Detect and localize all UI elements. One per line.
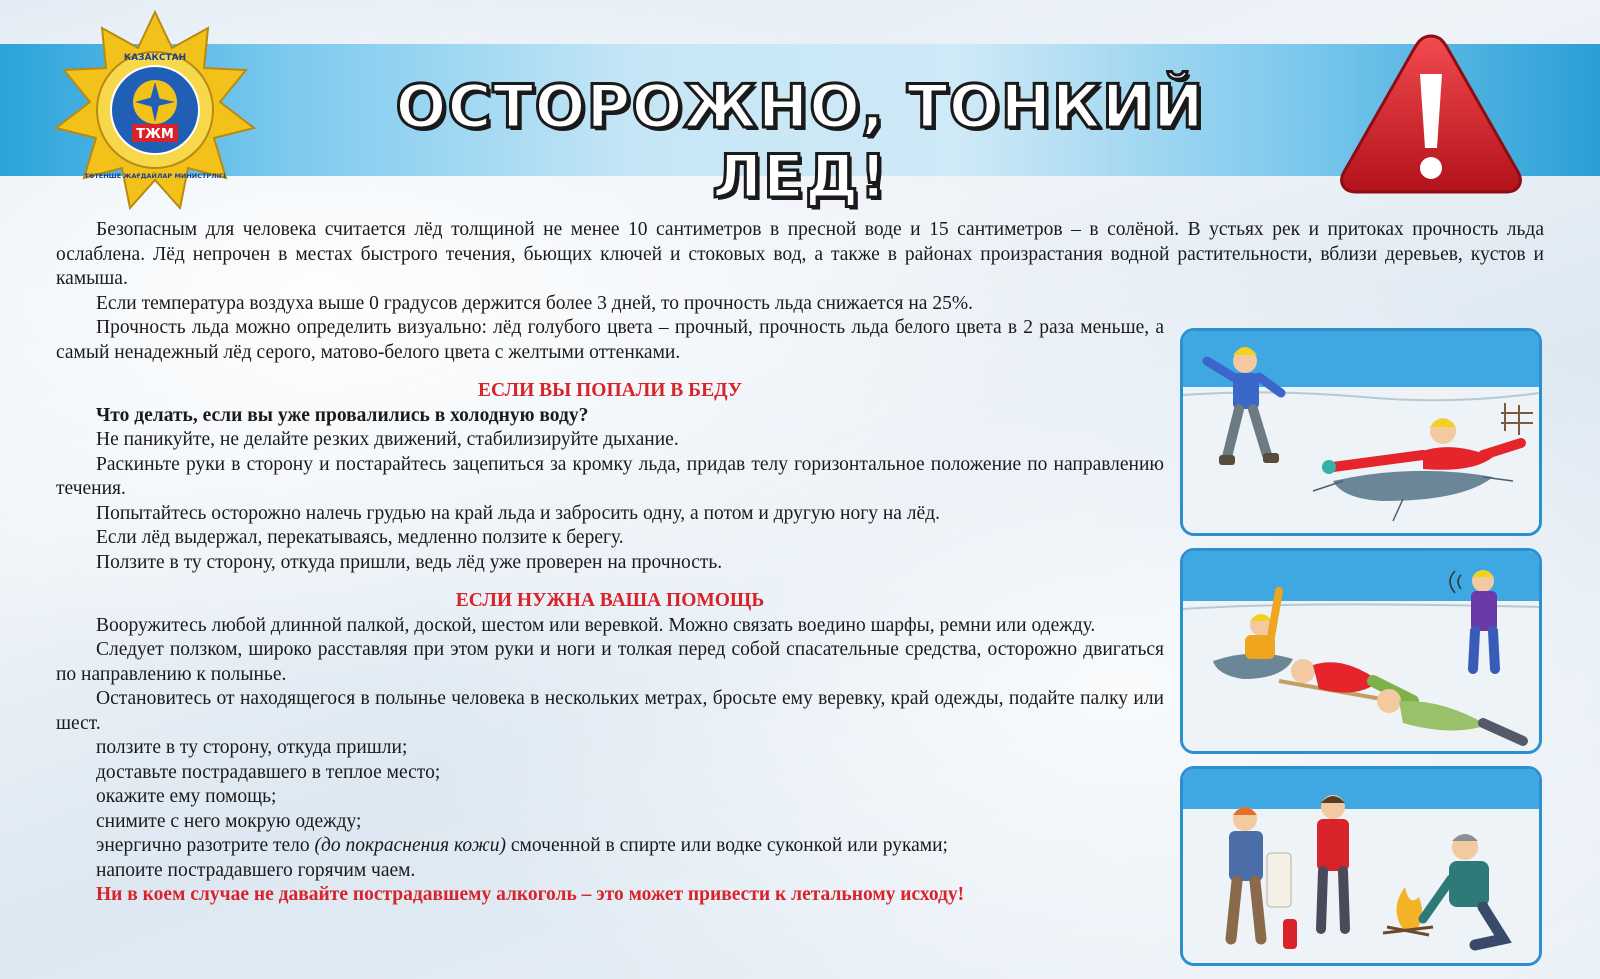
intro-paragraph-2: Если температура воздуха выше 0 градусов держится более 3 дней, то прочность льда снижается на 25%. xyxy=(96,292,973,314)
section-heading-help: ЕСЛИ НУЖНА ВАША ПОМОЩЬ xyxy=(455,590,765,611)
trouble-item: Если лёд выдержал, перекатываясь, медленно ползите к берегу. xyxy=(96,527,624,548)
help-list-item-rub xyxy=(56,834,1204,859)
help-list-item: ползите в ту сторону, откуда пришли; xyxy=(96,737,408,758)
emblem-icon xyxy=(48,10,262,210)
emblem-top-text: КАЗАКСТАН xyxy=(123,53,187,63)
section-heading-trouble: ЕСЛИ ВЫ ПОПАЛИ В БЕДУ xyxy=(477,380,743,401)
trouble-item: Не паникуйте, не делайте резких движений, стабилизируйте дыхание. xyxy=(96,429,679,450)
help-list-item: доставьте пострадавшего в теплое место; xyxy=(96,761,441,783)
page-title: ОСТОРОЖНО, ТОНКИЙ ЛЕД! xyxy=(395,72,1205,212)
help-list-item: снимите с него мокрую одежду; xyxy=(96,810,362,832)
warming-victim-by-fire-illustration xyxy=(1180,766,1542,966)
rescue-chain-on-ice-illustration xyxy=(1180,548,1542,754)
rub-text-italic: (до покраснения кожи) xyxy=(314,835,507,856)
help-item: Остановитесь от находящегося в полынье человека в нескольких метрах, бросьте ему веревку, край одежды, подайте палку или шест. xyxy=(56,688,1164,734)
rub-text-pre: энергично разотрите тело xyxy=(96,835,315,856)
emblem-abbr: ТЖМ xyxy=(136,127,174,142)
intro-paragraph-3: Прочность льда можно определить визуально: лёд голубого цвета – прочный, прочность льда белого цвета в 2 раза меньше, а самый ненадежный лёд серого, матово-белого цвета с желтыми оттенками. xyxy=(56,317,1164,363)
help-item: Вооружитесь любой длинной палкой, доской, шестом или веревкой. Можно связать воедино шарфы, ремни или одежду. xyxy=(96,614,1096,636)
alcohol-warning: Ни в коем случае не давайте пострадавшему алкоголь – это может привести к летальному исходу! xyxy=(96,884,965,905)
exclamation-triangle-icon xyxy=(1336,30,1526,198)
emblem-ring-text: ТӨТЕНШЕ ЖАҒДАЙЛАР МИНИСТРЛІГІ xyxy=(84,172,226,180)
section-question: Что делать, если вы уже провалились в холодную воду? xyxy=(96,404,589,426)
trouble-item: Попытайтесь осторожно налечь грудью на край льда и забросить одну, а потом и другую ногу на лёд. xyxy=(96,502,940,524)
trouble-item: Ползите в ту сторону, откуда пришли, ведь лёд уже проверен на прочность. xyxy=(96,551,723,573)
trouble-item: Раскиньте руки в сторону и постарайтесь зацепиться за кромку льда, придав телу горизонтальное положение по направлению течения. xyxy=(56,453,1164,499)
help-item: Следует ползком, широко расставляя при этом руки и ноги и толкая перед собой спасательные средства, осторожно двигаться по направлению к полынье. xyxy=(56,639,1164,685)
intro-paragraph-1: Безопасным для человека считается лёд толщиной не менее 10 сантиметров в пресной воде и 15 сантиметров – в солёной. В устьях рек и притоках прочность льда ослаблена. Лёд непрочен в местах быстрого течения, бьющих ключей и стоковых вод, а также в районах произрастания водной растительности, вблизи деревьев, кустов и камыша. xyxy=(56,219,1544,289)
help-list-item: напоите пострадавшего горячим чаем. xyxy=(96,859,416,881)
rub-text-post: смоченной в спирте или водке суконкой или руками; xyxy=(506,835,948,856)
child-falling-through-ice-illustration xyxy=(1180,328,1542,536)
help-list-item: окажите ему помощь; xyxy=(96,786,277,807)
